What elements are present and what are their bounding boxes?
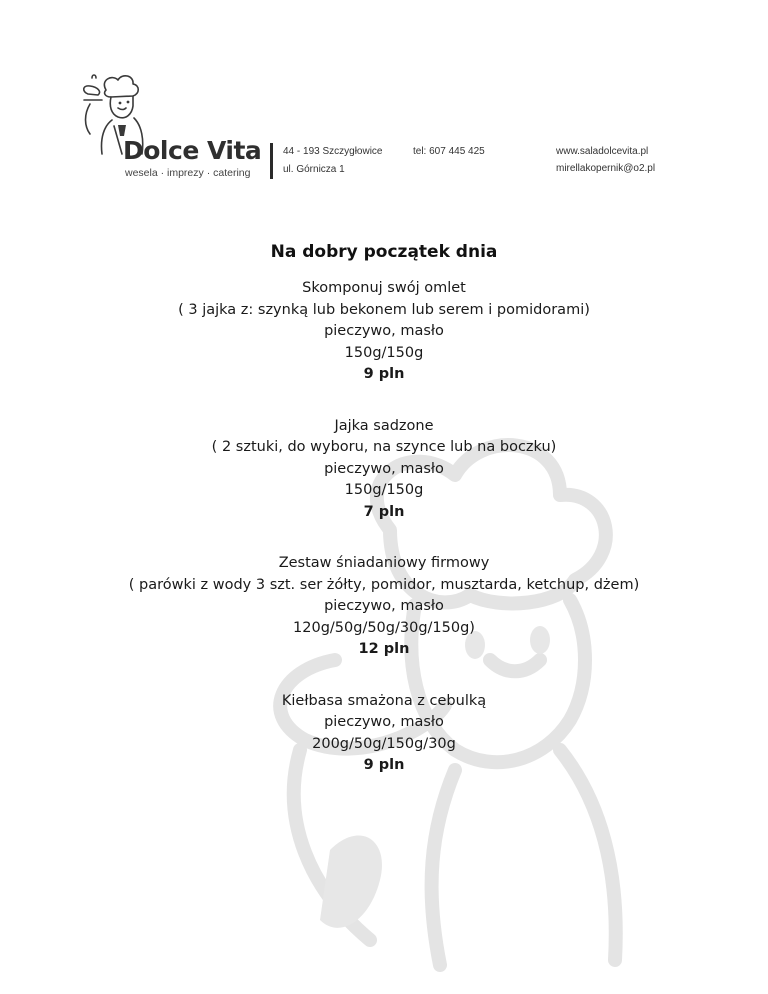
brand-tagline: wesela · imprezy · catering [125, 167, 251, 179]
letterhead [0, 0, 768, 200]
item-description: ( parówki z wody 3 szt. ser żółty, pomidor, musztarda, ketchup, dżem) [128, 576, 640, 593]
item-weight: 150g/150g [344, 482, 424, 498]
item-side: pieczywo, masło [324, 714, 444, 730]
item-price: 7 pln [363, 503, 405, 520]
menu-item-fried-sausage [0, 691, 768, 777]
phone-number: tel: 607 445 425 [413, 146, 485, 157]
item-name: Skomponuj swój omlet [302, 280, 466, 296]
breakfast-menu [0, 240, 768, 807]
menu-item-breakfast-set [0, 553, 768, 661]
item-weight: 150g/150g [344, 344, 424, 361]
item-weight: 200g/50g/150g/30g [312, 735, 456, 752]
item-side: pieczywo, masło [324, 323, 444, 339]
address-line-1: 44 - 193 Szczygłowice [283, 146, 383, 157]
menu-item-omelet [0, 278, 768, 386]
item-price: 9 pln [363, 757, 405, 773]
item-side: pieczywo, masło [324, 598, 444, 614]
email-link[interactable]: mirellakopernik@o2.pl [556, 163, 656, 174]
menu-section-title: Na dobry początek dnia [270, 242, 498, 262]
item-weight: 120g/50g/50g/30g/150g) [293, 619, 475, 636]
item-name: Kiełbasa smażona z cebulką [281, 692, 487, 709]
item-description: ( 2 sztuki, do wyboru, na szynce lub na boczku) [211, 439, 557, 455]
item-side: pieczywo, masło [324, 460, 444, 477]
website-link[interactable]: www.saladolcevita.pl [556, 146, 649, 157]
item-price: 9 pln [363, 366, 405, 382]
item-name: Zestaw śniadaniowy firmowy [278, 555, 490, 571]
brand-name: Dolce Vita [123, 136, 262, 165]
menu-item-fried-eggs [0, 416, 768, 524]
address-line-2: ul. Górnicza 1 [283, 164, 345, 175]
item-price: 12 pln [358, 641, 410, 657]
item-name: Jajka sadzone [334, 417, 434, 434]
header-divider [270, 143, 273, 179]
item-description: ( 3 jajka z: szynką lub bekonem lub serem i pomidorami) [178, 301, 590, 318]
